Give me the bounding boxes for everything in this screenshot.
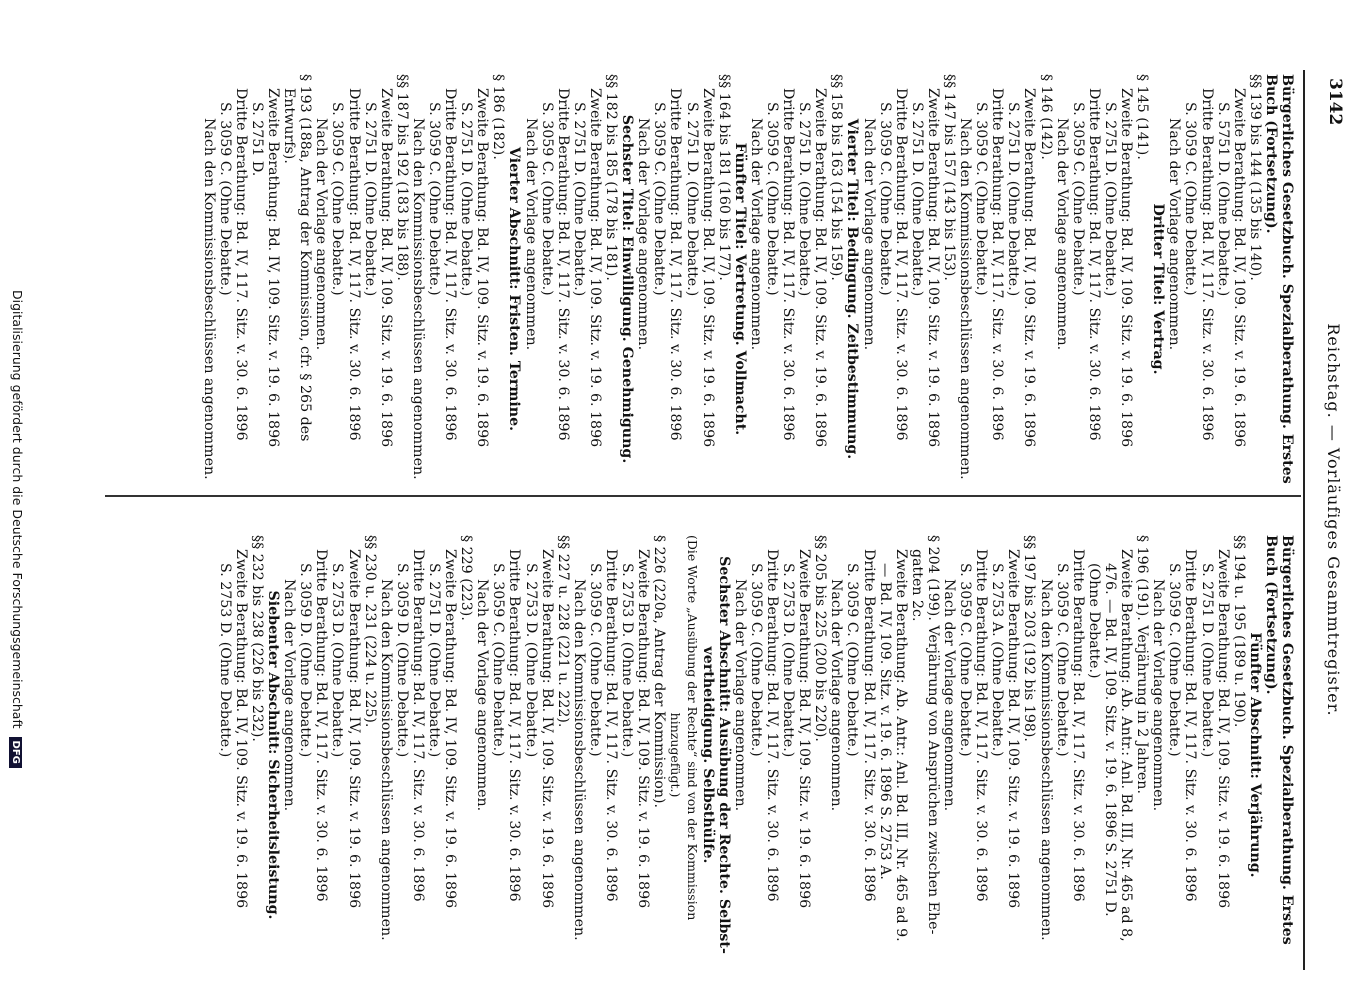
right-column-line: Zweite Berathung: Bd. IV, 109. Sitz. v. 19. 6. 1896 bbox=[1214, 549, 1231, 909]
left-column-line: Entwurfs). bbox=[281, 88, 298, 164]
left-column-line: Nach der Vorlage angenommen. bbox=[747, 118, 764, 351]
right-column-line: Zweite Berathung: Bd. IV, 109. Sitz. v. 19. 6. 1896 bbox=[345, 549, 362, 909]
left-column-line: S. 2751 D. (Ohne Debatte.) bbox=[458, 102, 475, 297]
footer-text: Digitalisierung gefördert durch die Deutsche Forschungsgemeinschaft bbox=[10, 290, 25, 729]
right-column-line: Dritte Berathung: Bd. IV, 117. Sitz. v. 30. 6. 1896 bbox=[764, 549, 780, 902]
right-column-line: §§ 205 bis 225 (200 bis 220). bbox=[812, 535, 829, 742]
footer-credit bbox=[9, 290, 25, 768]
left-column-line: Zweite Berathung: Bd. IV, 109. Sitz. v. 19. 6. 1896 bbox=[1118, 88, 1135, 448]
right-column-line: S. 3059 C. (Ohne Debatte.) bbox=[490, 563, 507, 757]
right-column-line: (Ohne Debatte.) bbox=[1085, 563, 1102, 679]
left-column-line: Dritte Berathung: Bd. IV, 117. Sitz. v. 30. 6. 1896 bbox=[1085, 88, 1102, 441]
right-column-line: S. 2753 D. (Ohne Debatte.) bbox=[216, 563, 233, 758]
left-column-line: § 146 (142). bbox=[1037, 74, 1054, 160]
left-column-line: §§ 182 bis 185 (178 bis 181). bbox=[603, 74, 620, 281]
right-column-line: S. 2753 D. (Ohne Debatte.) bbox=[329, 563, 346, 758]
right-column-line: Nach der Vorlage angenommen. bbox=[1150, 579, 1167, 812]
right-column-line: S. 2751 D. (Ohne Debatte.) bbox=[426, 563, 443, 758]
right-column-line: S. 2753 A. (Ohne Debatte.) bbox=[989, 563, 1006, 757]
left-column-line: S. 2751 D. (Ohne Debatte.) bbox=[1101, 102, 1118, 297]
left-column-line: S. 3059 C. (Ohne Debatte.) bbox=[876, 102, 893, 296]
left-column-line: Dritte Berathung: Bd. IV, 117. Sitz. v. 30. 6. 1896 bbox=[892, 88, 909, 441]
left-column-line: S. 3059 C. (Ohne Debatte.) bbox=[216, 102, 233, 296]
left-column-line: §§ 164 bis 181 (160 bis 177). bbox=[715, 74, 732, 281]
left-column-line: §§ 187 bis 192 (183 bis 188). bbox=[393, 74, 410, 281]
left-column-line: Dritte Berathung: Bd. IV, 117. Sitz. v. 30. 6. 1896 bbox=[442, 88, 459, 441]
right-column-line: §§ 227 u. 228 (221 u. 222). bbox=[554, 535, 571, 728]
left-column-line: S. 3059 C. (Ohne Debatte.) bbox=[1069, 102, 1086, 296]
right-column-line: S. 3059 D. (Ohne Debatte.) bbox=[297, 563, 314, 758]
right-column-line: Fünfter Abschnitt: Verjährung. bbox=[1246, 632, 1263, 878]
left-column-line: Zweite Berathung: Bd. IV, 109. Sitz. v. 19. 6. 1896 bbox=[586, 88, 603, 448]
right-column bbox=[217, 535, 1295, 975]
left-column-line: Nach der Vorlage angenommen. bbox=[860, 118, 877, 351]
right-column-line: S. 3059 D. (Ohne Debatte.) bbox=[393, 563, 410, 758]
right-column-line: Nach den Kommissionsbeschlüssen angenommen. bbox=[570, 579, 587, 941]
right-column-line: S. 2751 D. (Ohne Debatte.) bbox=[1198, 563, 1215, 758]
left-column-line: Zweite Berathung: Bd. IV, 109. Sitz. v. 19. 6. 1896 bbox=[699, 88, 716, 448]
right-column-line: § 229 (223). bbox=[458, 535, 475, 621]
right-column-line: §§ 194 u. 195 (189 u. 190). bbox=[1230, 535, 1247, 728]
left-column-line: § 186 (182). bbox=[490, 74, 507, 160]
left-column-line: Vierter Abschnitt: Fristen. Termine. bbox=[506, 146, 523, 432]
left-column-line: Nach der Vorlage angenommen. bbox=[1166, 118, 1183, 351]
left-column-line: Nach den Kommissionsbeschlüssen angenommen. bbox=[200, 118, 217, 480]
right-column-line: S. 3059 C. (Ohne Debatte.) bbox=[586, 563, 603, 757]
right-column-line: S. 2753 D. (Ohne Debatte.) bbox=[780, 563, 797, 758]
left-column-line: S. 2751 D. (Ohne Debatte.) bbox=[570, 102, 587, 297]
left-column-line: Dritte Berathung: Bd. IV, 117. Sitz. v. 30. 6. 1896 bbox=[667, 88, 684, 441]
page-header bbox=[1303, 70, 1353, 970]
right-column-line: Dritte Berathung: Bd. IV, 117. Sitz. v. 30. 6. 1896 bbox=[1069, 549, 1086, 902]
left-column-line: S. 3059 C. (Ohne Debatte.) bbox=[329, 102, 346, 296]
right-column-line: Nach der Vorlage angenommen. bbox=[474, 579, 491, 812]
right-column-line: §§ 197 bis 203 (192 bis 198). bbox=[1021, 535, 1038, 742]
left-column-line: S. 3059 C. (Ohne Debatte.) bbox=[651, 102, 668, 296]
right-column-line: gatten 2c. bbox=[908, 549, 925, 622]
left-column-line: Zweite Berathung: Bd. IV, 109. Sitz. v. 19. 6. 1896 bbox=[924, 88, 941, 448]
right-column-line: Zweite Berathung: Ab. Antr.: Anl. Bd. III, Nr. 465 ad 9. bbox=[892, 549, 909, 942]
left-column-line: Dritte Berathung: Bd. IV, 117. Sitz. v. 30. 6. 1896 bbox=[1198, 88, 1215, 441]
right-column-line: Nach den Kommissionsbeschlüssen angenommen. bbox=[1037, 579, 1054, 941]
right-column-line: (Die Worte „Ausübung der Rechte“ sind von der Kommission bbox=[684, 535, 700, 921]
right-column-line: Zweite Berathung: Bd. IV, 109. Sitz. v. 19. 6. 1896 bbox=[796, 549, 813, 909]
right-column-line: Zweite Berathung: Bd. IV, 109. Sitz. v. 19. 6. 1896 bbox=[1005, 549, 1022, 909]
left-column-line: Nach den Kommissionsbeschlüssen angenommen. bbox=[957, 118, 974, 480]
left-column-line: S. 3059 C. (Ohne Debatte.) bbox=[426, 102, 443, 296]
left-column-line: S. 3059 C. (Ohne Debatte.) bbox=[1182, 102, 1199, 296]
left-column-line: Dritter Titel: Vertrag. bbox=[1150, 203, 1167, 375]
right-column-line: § 226 (220a, Antrag der Kommission). bbox=[651, 535, 668, 808]
left-column-line: Nach der Vorlage angenommen. bbox=[1053, 118, 1070, 351]
left-column-line: Dritte Berathung: Bd. IV, 117. Sitz. v. 30. 6. 1896 bbox=[989, 88, 1006, 441]
right-column-line: Dritte Berathung: Bd. IV, 117. Sitz. v. 30. 6. 1896 bbox=[313, 549, 330, 902]
right-column-line: Dritte Berathung: Bd. IV, 117. Sitz. v. 30. 6. 1896 bbox=[973, 549, 990, 902]
left-column-line: Nach den Kommissionsbeschlüssen angenommen. bbox=[409, 118, 426, 480]
right-column-line: 476. — Bd. IV, 109. Sitz. v. 19. 6. 1896 S. 2751 D. bbox=[1101, 563, 1118, 917]
right-column-line: Siebenter Abschnitt: Sicherheitsleistung. bbox=[265, 590, 282, 920]
right-column-line: S. 2753 D. (Ohne Debatte.) bbox=[522, 563, 539, 758]
right-column-line: Buch (Fortsetzung). bbox=[1262, 535, 1279, 695]
left-column-line: § 145 (141). bbox=[1134, 74, 1151, 160]
right-column-line: Zweite Berathung: Bd. IV, 109. Sitz. v. 19. 6. 1896 bbox=[442, 549, 459, 909]
right-column-line: S. 3059 C. (Ohne Debatte.) bbox=[1166, 563, 1183, 757]
running-title: Reichstag. — Vorläufiges Gesammtregister. bbox=[1324, 323, 1343, 717]
left-column-line: Zweite Berathung: Bd. IV, 109. Sitz. v. 19. 6. 1896 bbox=[1230, 88, 1247, 448]
right-column-line: Nach der Vorlage angenommen. bbox=[281, 579, 298, 812]
left-column-line: S. 2751 D. (Ohne Debatte.) bbox=[361, 102, 378, 297]
right-column-line: § 204 (199). Verjährung von Ansprüchen zwischen Ehe- bbox=[924, 535, 941, 935]
left-column-line: S. 2751 D. (Ohne Debatte.) bbox=[908, 102, 925, 297]
left-column-line: Vierter Titel: Bedingung. Zeitbestimmung. bbox=[844, 118, 861, 460]
right-column-line: Dritte Berathung: Bd. IV, 117. Sitz. v. 30. 6. 1896 bbox=[409, 549, 426, 902]
right-column-line: hinzugefügt.) bbox=[668, 712, 684, 798]
left-column-line: §§ 147 bis 157 (143 bis 153). bbox=[941, 74, 958, 281]
left-column-line: Nach der Vorlage angenommen. bbox=[635, 118, 652, 351]
right-column-line: S. 3059 C. (Ohne Debatte.) bbox=[747, 563, 764, 757]
left-column-line: Nach der Vorlage angenommen. bbox=[522, 118, 539, 351]
right-column-line: Dritte Berathung: Bd. IV, 117. Sitz. v. 30. 6. 1896 bbox=[603, 549, 620, 902]
left-column-line: Zweite Berathung: Bd. IV, 109. Sitz. v. 19. 6. 1896 bbox=[265, 88, 282, 448]
dfg-logo: DFG bbox=[9, 737, 22, 768]
left-column-line: Zweite Berathung: Bd. IV, 109. Sitz. v. 19. 6. 1896 bbox=[474, 88, 491, 448]
left-column-line: S. 2751 D. (Ohne Debatte.) bbox=[683, 102, 700, 297]
right-column-line: Nach der Vorlage angenommen. bbox=[828, 579, 845, 812]
right-column-line: § 196 (191). Verjährung in 2 Jahren. bbox=[1134, 535, 1151, 794]
right-column-line: Bürgerliches Gesetzbuch. Spezialberathung. Erstes bbox=[1279, 535, 1295, 945]
right-column-line: Zweite Berathung: Ab. Antr.: Anl. Bd. III, Nr. 465 ad 8, bbox=[1118, 549, 1135, 942]
left-column-line: Nach der Vorlage angenommen. bbox=[313, 118, 330, 351]
left-column-line: Buch (Fortsetzung). bbox=[1262, 74, 1279, 234]
right-column-line: — Bd. IV, 109. Sitz. v. 19. 6. 1896 S. 2753 A. bbox=[876, 563, 893, 880]
left-column bbox=[201, 74, 1295, 504]
left-column-line: Sechster Titel: Einwilligung. Genehmigung. bbox=[619, 114, 636, 464]
left-column-line: S. 3059 C. (Ohne Debatte.) bbox=[973, 102, 990, 296]
left-column-line: § 193 (188a, Antrag der Kommission, cfr. § 265 des bbox=[297, 74, 314, 442]
left-column-line: Dritte Berathung: Bd. IV, 117. Sitz. v. 30. 6. 1896 bbox=[232, 88, 249, 441]
right-column-line: vertheidigung. Selbsthülfe. bbox=[699, 646, 716, 864]
right-column-line: S. 3059 C. (Ohne Debatte.) bbox=[1053, 563, 1070, 757]
page-number: 3142 bbox=[1325, 78, 1345, 126]
left-column-line: S. 2751 D. (Ohne Debatte.) bbox=[796, 102, 813, 297]
right-column-line: S. 3059 C. (Ohne Debatte.) bbox=[844, 563, 861, 757]
left-column-line: S. 5751 D. (Ohne Debatte.) bbox=[1214, 102, 1231, 297]
right-column-line: Zweite Berathung: Bd. IV, 109. Sitz. v. 19. 6. 1896 bbox=[232, 549, 249, 909]
left-column-line: Zweite Berathung: Bd. IV, 109. Sitz. v. 19. 6. 1896 bbox=[377, 88, 394, 448]
left-column-line: S. 2751 D. (Ohne Debatte.) bbox=[1005, 102, 1022, 297]
right-column-line: Zweite Berathung: Bd. IV, 109. Sitz. v. 19. 6. 1896 bbox=[635, 549, 652, 909]
right-column-line: Dritte Berathung: Bd. IV, 117. Sitz. v. 30. 6. 1896 bbox=[860, 549, 877, 902]
left-column-line: S. 3059 C. (Ohne Debatte.) bbox=[538, 102, 555, 296]
right-column-line: §§ 230 u. 231 (224 u. 225). bbox=[361, 535, 378, 728]
right-column-line: Sechster Abschnitt: Ausübung der Rechte. Selbst- bbox=[715, 556, 732, 954]
right-column-line: §§ 232 bis 238 (226 bis 232). bbox=[249, 535, 265, 742]
right-column-line: Dritte Berathung: Bd. IV, 117. Sitz. v. 30. 6. 1896 bbox=[506, 549, 523, 902]
right-column-line: Zweite Berathung: Bd. IV, 109. Sitz. v. 19. 6. 1896 bbox=[538, 549, 555, 909]
right-column-line: Dritte Berathung: Bd. IV, 117. Sitz. v. 30. 6. 1896 bbox=[1182, 549, 1199, 902]
right-column-line: Nach den Kommissionsbeschlüssen angenommen. bbox=[377, 579, 394, 941]
left-column-line: §§ 158 bis 163 (154 bis 159). bbox=[828, 74, 845, 281]
left-column-line: Zweite Berathung: Bd. IV, 109. Sitz. v. 19. 6. 1896 bbox=[1021, 88, 1038, 448]
left-column-line: Dritte Berathung: Bd. IV, 117. Sitz. v. 30. 6. 1896 bbox=[345, 88, 362, 441]
right-column-line: Nach der Vorlage angenommen. bbox=[941, 579, 958, 812]
left-column-line: Dritte Berathung: Bd. IV, 117. Sitz. v. 30. 6. 1896 bbox=[554, 88, 571, 441]
right-column-line: S. 2753 D. (Ohne Debatte.) bbox=[619, 563, 636, 758]
left-column-line: Bürgerliches Gesetzbuch. Spezialberathung. Erstes bbox=[1279, 74, 1295, 484]
left-column-line: Fünfter Titel: Vertretung. Vollmacht. bbox=[731, 142, 748, 436]
left-column-line: §§ 139 bis 144 (135 bis 140). bbox=[1246, 74, 1263, 281]
right-column-line: Nach der Vorlage angenommen. bbox=[731, 579, 748, 812]
right-column-line: S. 3059 C. (Ohne Debatte.) bbox=[957, 563, 974, 757]
left-column-line: S. 3059 C. (Ohne Debatte.) bbox=[764, 102, 780, 296]
left-column-line: Dritte Berathung: Bd. IV, 117. Sitz. v. 30. 6. 1896 bbox=[780, 88, 797, 441]
left-column-line: Zweite Berathung: Bd. IV, 109. Sitz. v. 19. 6. 1896 bbox=[812, 88, 829, 448]
left-column-line: S. 2751 D. bbox=[249, 102, 265, 177]
